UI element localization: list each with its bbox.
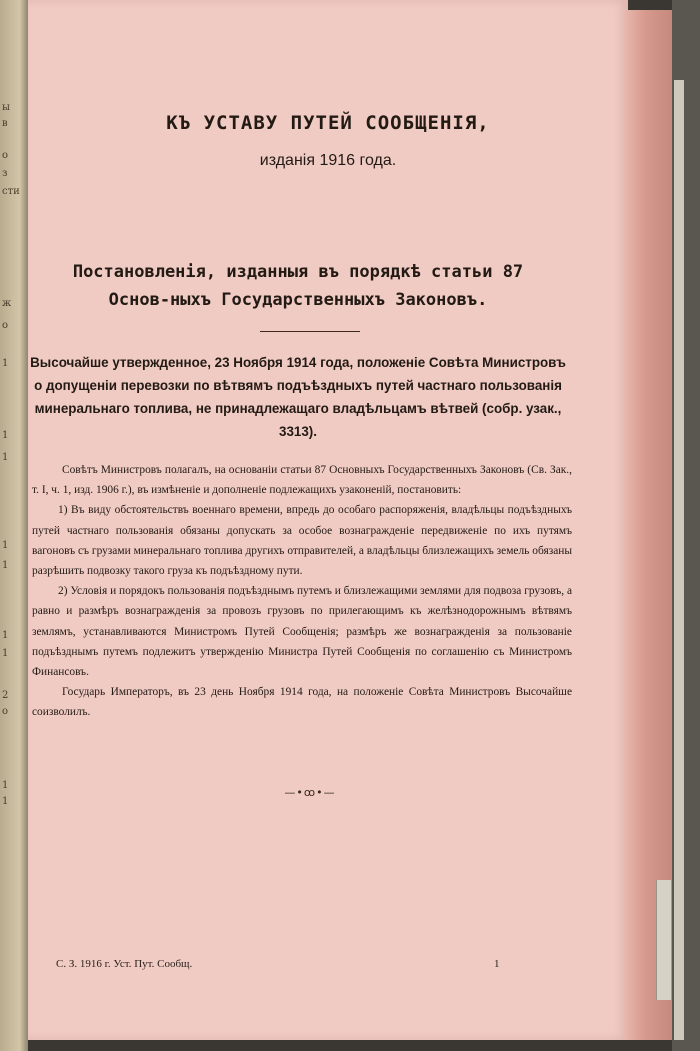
left-page-fragment: 1	[2, 452, 9, 463]
paragraph-approval: Государь Императоръ, въ 23 день Ноября 1914 года, на положеніе Совѣта Министровъ Высочайше соизволилъ.	[32, 686, 572, 719]
edition-subheading: изданія 1916 года.	[259, 152, 397, 169]
left-page-fragment: 1	[2, 430, 9, 441]
page-tab	[656, 880, 671, 1000]
section-divider	[260, 331, 360, 332]
left-page-fragment: 1	[2, 358, 9, 369]
adjacent-left-page	[0, 0, 28, 1051]
main-heading: КЪ УСТАВУ ПУТЕЙ СООБЩЕНІЯ,	[166, 112, 490, 134]
left-page-fragment: 1	[2, 560, 9, 571]
paragraph-clause-2: 2) Условія и порядокъ пользованія подъѣзднымъ путемъ и близлежащими землями для подвоза грузовъ, а равно и размѣръ вознагражденія за провозъ грузовъ по прилегающимъ къ желѣзнодорожнымъ вѣтвямъ землямъ, устанавливаются Министромъ Путей Сообщенія; размѣръ же вознагражденія за пользованіе подъѣзднымъ путемъ подлежитъ утвержденію Министра Путей Сообщенія по соглашенію съ Министромъ Финансовъ.	[32, 585, 572, 679]
section-heading: Постановленія, изданныя въ порядкѣ статьи 87 Основ-ныхъ Государственныхъ Законовъ.	[72, 262, 524, 310]
left-page-fragment: о	[2, 150, 9, 161]
paragraph-clause-1: 1) Въ виду обстоятельствъ военнаго времени, впредь до особаго распоряженія, владѣльцы подъѣздныхъ путей частнаго пользованія обязаны допускать за особое вознагражденіе передвиженіе по ихъ путямъ вагоновъ съ грузами минеральнаго топлива другихъ отправителей, а владѣльцы близлежащихъ земель обязаны разрѣшить подвозку такого груза къ подъѣздному пути.	[32, 504, 572, 578]
document-page	[28, 0, 628, 1040]
book-cover-edge	[672, 0, 700, 1051]
left-page-fragment: о	[2, 706, 9, 717]
ornament-divider: —•ꝏ•—	[284, 786, 336, 799]
left-page-fragment: з	[2, 168, 8, 179]
decree-body	[32, 460, 572, 723]
left-page-fragment: 2	[2, 690, 9, 701]
decree-heading: Высочайше утвержденное, 23 Ноября 1914 года, положеніе Совѣта Министровъ о допущеніи перевозки по вѣтвямъ подъѣздныхъ путей частнаго пользованія минеральнаго топлива, не принадлежащаго владѣльцамъ вѣтвей (собр. узак., 3313).	[30, 355, 566, 439]
footer-signature: С. З. 1916 г. Уст. Пут. Сообщ.	[56, 958, 193, 970]
left-page-fragment: в	[2, 118, 8, 129]
left-page-fragment: сти	[2, 186, 20, 197]
left-page-fragment: 1	[2, 648, 9, 659]
page-number: 1	[494, 958, 500, 970]
left-page-fragment: о	[2, 320, 9, 331]
left-page-fragment: 1	[2, 630, 9, 641]
left-page-fragment: ж	[2, 298, 12, 309]
left-page-fragment: 1	[2, 780, 9, 791]
left-page-fragment: ы	[2, 102, 10, 113]
left-page-fragment: 1	[2, 796, 9, 807]
page-edge-stack	[624, 10, 672, 1040]
paragraph-intro: Совѣтъ Министровъ полагалъ, на основаніи статьи 87 Основныхъ Государственныхъ Законовъ (Св. Зак., т. I, ч. 1, изд. 1906 г.), въ измѣненіе и дополненіе подлежащихъ узаконеній, постановить:	[32, 464, 572, 497]
left-page-fragment: 1	[2, 540, 9, 551]
